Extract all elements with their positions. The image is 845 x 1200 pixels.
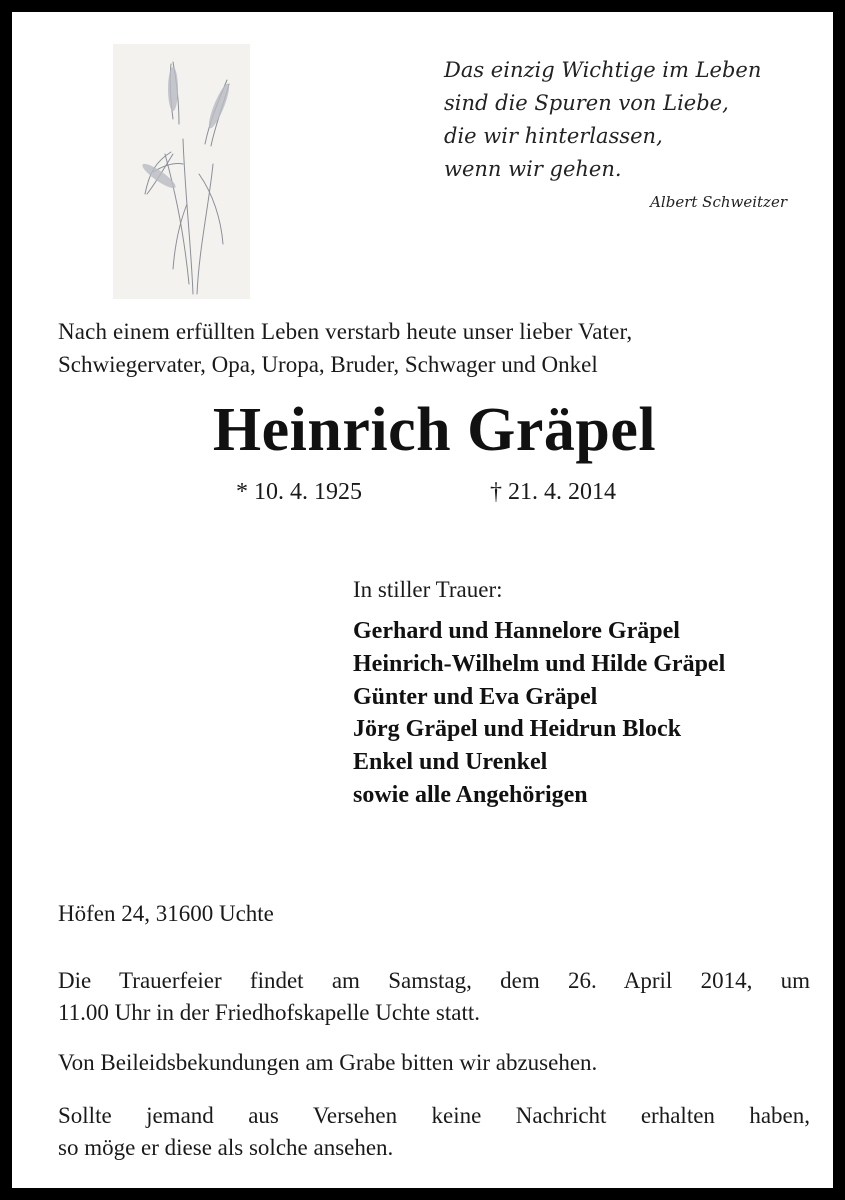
wheat-ears-icon	[113, 44, 250, 299]
birth-date: * 10. 4. 1925	[236, 479, 362, 505]
quote-author: Albert Schweitzer	[650, 193, 787, 211]
mourner-name: Heinrich-Wilhelm und Hilde Gräpel	[353, 650, 726, 677]
quote-line: wenn wir gehen.	[444, 157, 622, 181]
missing-notice	[58, 1100, 810, 1163]
address: Höfen 24, 31600 Uchte	[58, 901, 274, 926]
condolence-notice	[58, 1047, 810, 1079]
intro-text	[58, 315, 828, 381]
mourners-label: In stiller Trauer:	[353, 577, 503, 602]
mourner-name: sowie alle Angehörigen	[353, 781, 588, 808]
mourner-name: Jörg Gräpel und Heidrun Block	[353, 716, 682, 743]
quote	[444, 54, 824, 186]
funeral-line: Die Trauerfeier findet am Samstag, dem 26. April 2014, um	[58, 968, 810, 993]
mourner-name: Gerhard und Hannelore Gräpel	[353, 618, 680, 644]
quote-line: die wir hinterlassen,	[444, 124, 663, 148]
mourner-name: Günter und Eva Gräpel	[353, 683, 598, 710]
deceased-name: Heinrich Gräpel	[212, 396, 657, 464]
mourners-list	[353, 615, 725, 812]
quote-line: sind die Spuren von Liebe,	[444, 91, 729, 115]
condolence-line: Von Beileidsbekundungen am Grabe bitten wir abzusehen.	[58, 1050, 598, 1075]
mourner-name: Enkel und Urenkel	[353, 749, 548, 776]
missing-line: so möge er diese als solche ansehen.	[58, 1134, 394, 1160]
intro-line: Nach einem erfüllten Leben verstarb heute unser lieber Vater,	[58, 319, 633, 344]
death-date: † 21. 4. 2014	[490, 479, 616, 505]
quote-line: Das einzig Wichtige im Leben	[444, 58, 762, 82]
funeral-notice	[58, 965, 810, 1028]
funeral-line: 11.00 Uhr in der Friedhofskapelle Uchte statt.	[58, 999, 480, 1025]
intro-line: Schwiegervater, Opa, Uropa, Bruder, Schwager und Onkel	[58, 352, 598, 377]
missing-line: Sollte jemand aus Versehen keine Nachricht erhalten haben,	[58, 1103, 810, 1128]
